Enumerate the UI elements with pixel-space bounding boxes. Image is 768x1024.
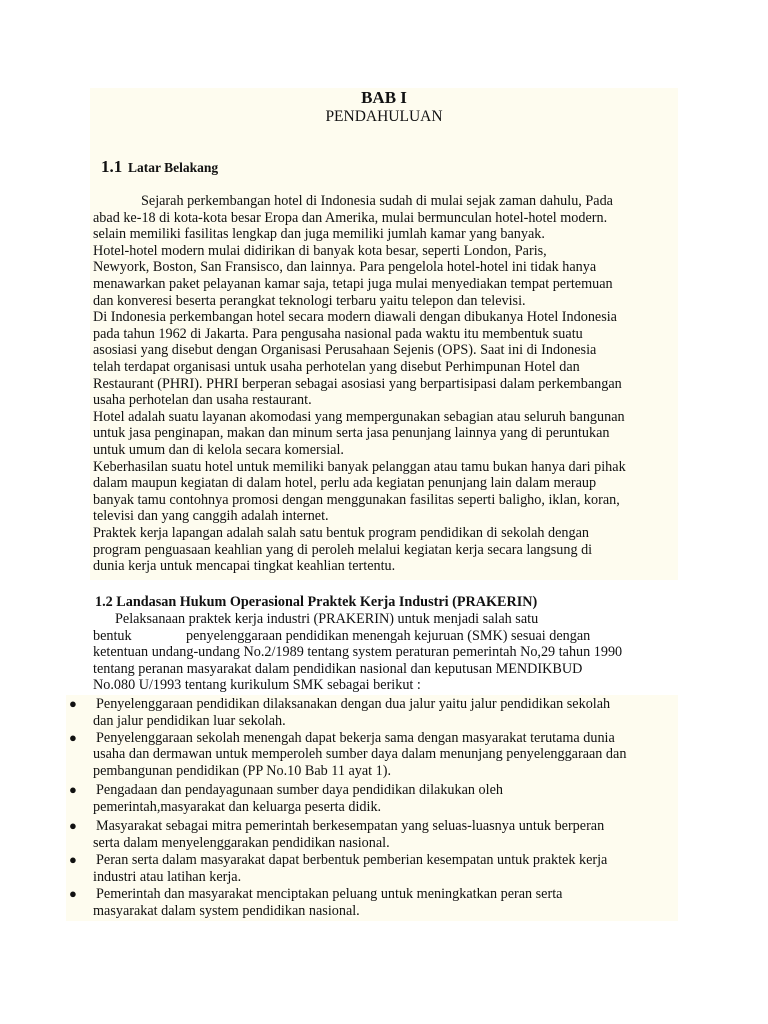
section-1-title: Latar Belakang bbox=[128, 160, 219, 175]
bullet-icon: ● bbox=[69, 782, 77, 797]
body-line: ketentuan undang-undang No.2/1989 tentang system peraturan pemerintah No,29 tahun 1990 bbox=[93, 644, 623, 661]
body-line: Hotel-hotel modern mulai didirikan di banyak kota besar, seperti London, Paris, bbox=[93, 242, 547, 259]
body-line: televisi dan yang canggih adalah internet. bbox=[93, 508, 329, 525]
bullet-icon: ● bbox=[69, 729, 77, 745]
body-line: Keberhasilan suatu hotel untuk memiliki banyak pelanggan atau tamu bukan hanya dari pihak bbox=[93, 458, 626, 475]
body-line: abad ke-18 di kota-kota besar Eropa dan Amerika, mulai bermunculan hotel-hotel modern. bbox=[93, 209, 608, 226]
body-line: menawarkan paket pelayanan kamar saja, tetapi juga mulai menyediakan tempat pertemuan bbox=[93, 276, 613, 292]
body-line: untuk jasa penginapan, makan dan minum serta jasa penunjang lainnya yang di peruntukan bbox=[93, 425, 610, 442]
body-line: usaha perhotelan dan usaha restaurant. bbox=[93, 392, 312, 409]
body-line: telah terdapat organisasi untuk usaha perhotelan yang disebut Perhimpunan Hotel dan bbox=[93, 359, 580, 375]
bullet-text: masyarakat dalam system pendidikan nasional. bbox=[93, 902, 360, 919]
body-line: dunia kerja untuk mencapai tingkat keahlian tertentu. bbox=[93, 558, 396, 575]
bullet-text: Pemerintah dan masyarakat menciptakan peluang untuk meningkatkan peran serta bbox=[96, 886, 563, 902]
body-line: asosiasi yang disebut dengan Organisasi Perusahaan Sejenis (OPS). Saat ini di Indonesia bbox=[93, 342, 597, 359]
bullet-text: industri atau latihan kerja. bbox=[93, 868, 242, 885]
chapter-title: BAB I bbox=[361, 88, 407, 107]
body-line: penyelenggaraan pendidikan menengah kejuruan (SMK) sesuai dengan bbox=[186, 627, 591, 644]
bullet-text: Pengadaan dan pendayagunaan sumber daya pendidikan dilakukan oleh bbox=[96, 782, 503, 798]
section-1-number: 1.1 bbox=[101, 157, 123, 176]
body-line: dan konveresi beserta perangkat teknologi terbaru yaitu telepon dan televisi. bbox=[93, 292, 526, 309]
body-line: banyak tamu contohnya promosi dengan menggunakan fasilitas seperti baligho, iklan, koran, bbox=[93, 491, 620, 508]
body-line: program penguasaan keahlian yang di peroleh melalui kegiatan kerja secara langsung di bbox=[93, 541, 593, 558]
bullet-icon: ● bbox=[69, 818, 77, 833]
chapter-subtitle: PENDAHULUAN bbox=[325, 108, 443, 125]
body-line: Praktek kerja lapangan adalah salah satu bentuk program pendidikan di sekolah dengan bbox=[93, 525, 590, 541]
bullet-icon: ● bbox=[69, 852, 77, 867]
body-line: Pelaksanaan praktek kerja industri (PRAKERIN) untuk menjadi salah satu bbox=[115, 611, 539, 627]
body-line: Restaurant (PHRI). PHRI berperan sebagai asosiasi yang berpartisipasi dalam perkembangan bbox=[93, 375, 622, 392]
bullet-text: Masyarakat sebagai mitra pemerintah berkesempatan yang seluas-luasnya untuk berperan bbox=[96, 818, 605, 834]
bullet-icon: ● bbox=[69, 886, 77, 901]
body-line: No.080 U/1993 tentang kurikulum SMK sebagai berikut : bbox=[93, 677, 421, 694]
body-line: pada tahun 1962 di Jakarta. Para pengusaha nasional pada waktu itu membentuk suatu bbox=[93, 325, 583, 342]
body-line: tentang peranan masyarakat dalam pendidikan nasional dan keputusan MENDIKBUD bbox=[93, 660, 583, 677]
bullet-text: Peran serta dalam masyarakat dapat berbentuk pemberian kesempatan untuk praktek kerja bbox=[96, 852, 608, 868]
bullet-text: Penyelenggaraan sekolah menengah dapat bekerja sama dengan masyarakat terutama dunia bbox=[96, 729, 615, 746]
body-line: Di Indonesia perkembangan hotel secara modern diawali dengan dibukanya Hotel Indonesia bbox=[93, 309, 617, 326]
body-line: Sejarah perkembangan hotel di Indonesia sudah di mulai sejak zaman dahulu, Pada bbox=[141, 193, 613, 209]
body-line: bentuk bbox=[93, 627, 132, 644]
bullet-icon: ● bbox=[69, 696, 77, 711]
body-line: untuk umum dan di kelola secara komersial. bbox=[93, 442, 344, 458]
body-line: Hotel adalah suatu layanan akomodasi yang mempergunakan sebagian atau seluruh bangunan bbox=[93, 408, 625, 425]
body-line: selain memiliki fasilitas lengkap dan juga memiliki jumlah kamar yang banyak. bbox=[93, 226, 545, 243]
bullet-text: serta dalam menyelenggarakan pendidikan nasional. bbox=[93, 834, 390, 851]
section-2-title: 1.2 Landasan Hukum Operasional Praktek Kerja Industri (PRAKERIN) bbox=[95, 594, 538, 610]
bullet-text: Penyelenggaraan pendidikan dilaksanakan dengan dua jalur yaitu jalur pendidikan sekolah bbox=[96, 696, 611, 712]
body-line: Newyork, Boston, San Fransisco, dan lainnya. Para pengelola hotel-hotel ini tidak hanya bbox=[93, 259, 597, 276]
bullet-text: pembangunan pendidikan (PP No.10 Bab 11 ayat 1). bbox=[93, 762, 392, 779]
bullet-text: pemerintah,masyarakat dan keluarga peserta didik. bbox=[93, 798, 382, 815]
bullet-text: usaha dan dermawan untuk memperoleh sumber daya dalam menunjang penyelenggaraan dan bbox=[93, 746, 627, 763]
body-line: dalam maupun kegiatan di dalam hotel, perlu ada kegiatan penunjang lain dalam meraup bbox=[93, 475, 597, 492]
bullet-text: dan jalur pendidikan luar sekolah. bbox=[93, 712, 286, 729]
